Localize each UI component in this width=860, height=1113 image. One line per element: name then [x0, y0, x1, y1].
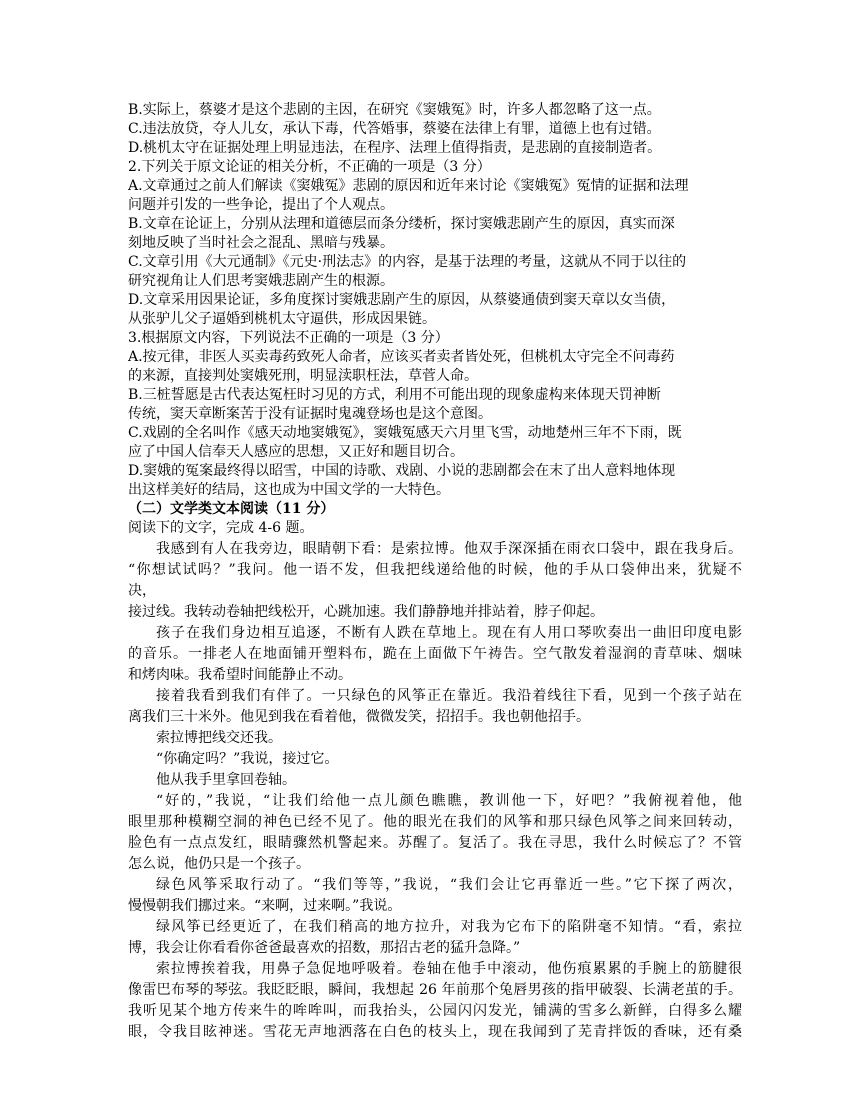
answer-options-section	[128, 101, 742, 500]
text-line: 问题并引发的一些争论，提出了个人观点。	[128, 197, 394, 213]
text-line: B.实际上，蔡婆才是这个悲剧的主因，在研究《窦娥冤》时，许多人都忽略了这一点。	[128, 102, 661, 118]
paragraph-first-line: 索拉博挨着我，用鼻子急促地呼吸着。卷轴在他手中滚动，他伤痕累累的手腕上的筋腱很	[156, 961, 742, 977]
paragraph-first-line: 绿色风筝采取行动了。“我们等等，”我说，“我们会让它再靠近一些。”它下探了两次，	[156, 877, 742, 893]
instruction-line: 阅读下的文字，完成 4-6 题。	[128, 520, 314, 536]
paragraph-line: 决，	[128, 583, 156, 599]
text-line: 应了中国人信奉天人感应的思想，又正好和题目切合。	[128, 444, 464, 460]
paragraph-first-line: 索拉博把线交还我。	[156, 730, 282, 746]
paragraph-line: 慢慢朝我们挪过来。“来啊，过来啊。”我说。	[128, 898, 402, 914]
story-passage	[128, 540, 742, 1042]
paragraph-first-line: 绿风筝已经更近了，在我们稍高的地方拉升，对我为它布下的陷阱毫不知情。“看，索拉	[156, 919, 742, 935]
text-line: 从张驴儿父子逼婚到桃机太守逼供，形成因果链。	[128, 311, 436, 327]
paragraph-line: 眼，令我目眩神迷。雪花无声地洒落在白色的枝头上，现在我闻到了芜青拌饭的香味，还有桑	[128, 1024, 742, 1040]
text-line: C.文章引用《大元通制》《元史·刑法志》的内容，是基于法理的考量，这就从不同于以往的	[128, 254, 687, 270]
paragraph-line: 眼里那种模糊空洞的神色已经不见了。他的眼光在我们的风筝和那只绿色风筝之间来回转动，	[128, 814, 742, 830]
text-line: D.桃机太守在证据处理上明显违法，在程序、法理上值得指责，是悲剧的直接制造者。	[128, 140, 662, 156]
text-line: A.文章通过之前人们解读《窦娥冤》悲剧的原因和近年来讨论《窦娥冤》冤情的证据和法理	[128, 178, 689, 194]
question-3-stem: 3.根据原文内容，下列说法不正确的一项是（3 分）	[128, 330, 449, 346]
question-2-stem: 2.下列关于原文论证的相关分析，不正确的一项是（3 分）	[128, 159, 491, 175]
paragraph-first-line: “你确定吗？”我说，接过它。	[156, 751, 339, 767]
paragraph-first-line: “好的，”我说，“让我们给他一点儿颜色瞧瞧，教训他一下，好吧？”我俯视着他，他	[156, 793, 742, 809]
text-line: D.文章采用因果论证，多角度探讨窦娥悲剧产生的原因，从蔡婆通债到窦天章以女当债，	[128, 292, 676, 308]
paragraph-first-line: 我感到有人在我旁边，眼睛朝下看：是索拉博。他双手深深插在雨衣口袋中，跟在我身后。	[156, 541, 742, 557]
text-line: B.文章在论证上，分别从法理和道德层而条分缕析，探讨窦娥悲剧产生的原因，真实而深	[128, 216, 675, 232]
paragraph-line: 脸色有一点点发红，眼睛骤然机警起来。苏醒了。复活了。我在寻思，我什么时候忘了？不管	[128, 835, 742, 851]
text-line: 研究视角让人们思考窦娥悲剧产生的根源。	[128, 273, 394, 289]
text-column	[128, 101, 742, 1042]
text-line: 的来源，直接判处窦娥死刑，明显渎职枉法，草菅人命。	[128, 368, 478, 384]
section-heading: （二）文学类文本阅读（11 分）	[128, 501, 335, 517]
paragraph-line: 和烤肉味。我希望时间能静止不动。	[128, 667, 352, 683]
paragraph-line: 博，我会让你看看你爸爸最喜欢的招数，那招古老的猛升急降。”	[128, 940, 521, 956]
text-line: 出这样美好的结局，这也成为中国文学的一大特色。	[128, 482, 450, 498]
paragraph-line: 像雷巴布琴的琴弦。我眨眨眼，瞬间，我想起 26 年前那个兔唇男孩的指甲破裂、长满老茧的手。	[128, 982, 742, 998]
text-line: C.戏剧的全名叫作《感天动地窦娥冤》，窦娥冤感天六月里飞雪，动地楚州三年不下雨，既	[128, 425, 682, 441]
text-line: 传统，窦天章断案苦于没有证据时鬼魂登场也是这个意图。	[128, 406, 492, 422]
paragraph-first-line: 他从我手里拿回卷轴。	[156, 772, 296, 788]
paragraph-line: 离我们三十米外。他见到我在看着他，微微发笑，招招手。我也朝他招手。	[128, 709, 590, 725]
paragraph-line: 怎么说，他仍只是一个孩子。	[128, 856, 310, 872]
paragraph-line: 的音乐。一排老人在地面铺开塑料布，跪在上面做下午祷告。空气散发着湿润的青草味、烟味	[128, 646, 742, 662]
paragraph-first-line: 接着我看到我们有伴了。一只绿色的风筝正在靠近。我沿着线往下看，见到一个孩子站在	[156, 688, 742, 704]
text-line: 刻地反映了当时社会之混乱、黑暗与残暴。	[128, 235, 394, 251]
text-line: B.三桩誓愿是古代表达冤枉时习见的方式，利用不可能出现的现象虚构来体现天罚神断	[128, 387, 661, 403]
paragraph-line: “你想试试吗？”我问。他一语不发，但我把线递给他的时候，他的手从口袋伸出来，犹疑不	[128, 562, 742, 578]
paragraph-line: 我听见某个地方传来牛的哞哞叫，而我抬头，公园闪闪发光，铺满的雪多么新鲜，白得多么耀	[128, 1003, 742, 1019]
text-line: A.按元律，非医人买卖毒药致死人命者，应该买者卖者皆处死，但桃机太守完全不问毒药	[128, 349, 675, 365]
paragraph-line: 接过线。我转动卷轴把线松开，心跳加速。我们静静地并排站着，脖子仰起。	[128, 604, 604, 620]
text-line: D.窦娥的冤案最终得以昭雪，中国的诗歌、戏剧、小说的悲剧都会在末了出人意料地体现	[128, 463, 676, 479]
text-line: C.违法放贷，夺人儿女，承认下毒，代答婚事，蔡婆在法律上有罪，道德上也有过错。	[128, 121, 661, 137]
paragraph-first-line: 孩子在我们身边相互追逐，不断有人跌在草地上。现在有人用口琴吹奏出一曲旧印度电影	[156, 625, 742, 641]
